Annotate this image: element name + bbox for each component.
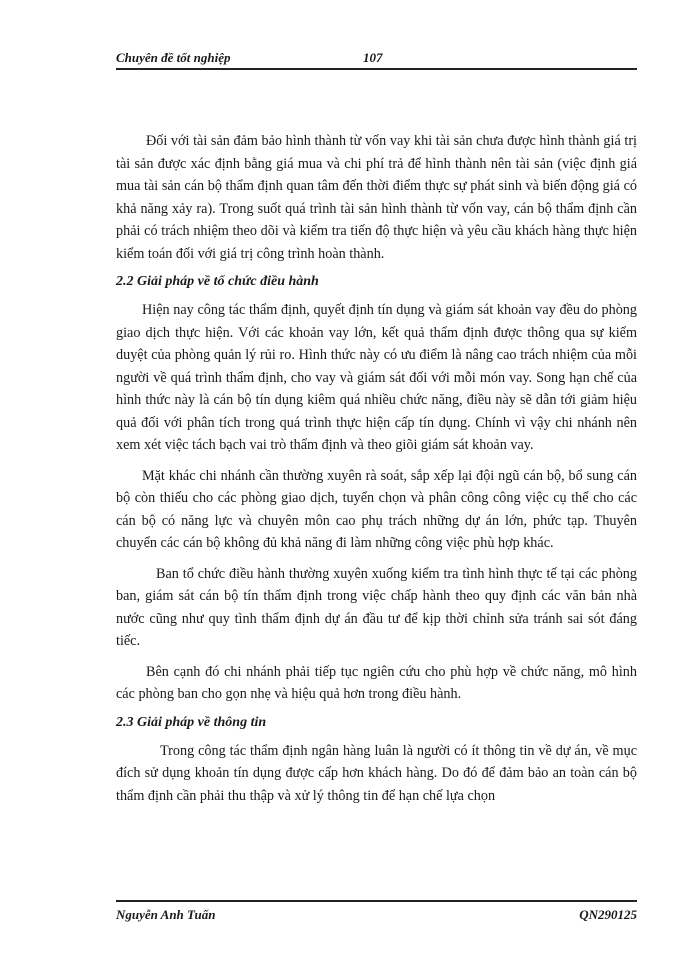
paragraph-staff-arrangement: Mặt khác chi nhánh cần thường xuyên rà soát, sắp xếp lại đội ngũ cán bộ, bổ sung cán bộ còn thiếu cho các phòng giao dịch, tuyển chọn và phân công công việc cụ thể cho các cán bộ có năng lực và chuyên môn cao phụ trách những dự án lớn, phức tạp. Thuyên chuyển các cán bộ không đủ khả năng đi làm những công việc phù hợp khác. [116, 467, 637, 551]
paragraph-research: Bên cạnh đó chi nhánh phải tiếp tục ngiên cứu cho phù hợp về chức năng, mô hình các phòng ban cho gọn nhẹ và hiệu quả hơn trong điều hành. [116, 663, 637, 702]
author-name: Nguyễn Anh Tuấn [116, 907, 216, 922]
student-code: QN290125 [579, 907, 637, 922]
document-title: Chuyên đề tốt nghiệp [116, 50, 231, 65]
page-footer [116, 900, 637, 926]
paragraph-information: Trong công tác thẩm định ngân hàng luân là người có ít thông tin về dự án, về mục đích sử dụng khoản tín dụng được cấp hơn khách hàng. Do đó để đảm bảo an toàn cán bộ thẩm định cần phải thu thập và xử lý thông tin để hạn chế lựa chọn [116, 742, 637, 804]
paragraph-appraisal-process: Hiện nay công tác thẩm định, quyết định tín dụng và giám sát khoản vay đều do phòng giao dịch thực hiện. Với các khoản vay lớn, kết quả thẩm định được thông qua sự kiểm duyệt của phòng quản lý rủi ro. Hình thức này có ưu điểm là nâng cao trách nhiệm của mỗi người về quá trình thẩm định, cho vay và giám sát đối với mỗi món vay. Song hạn chế của hình thức này là cán bộ tín dụng kiêm quá nhiều chức năng, điều này sẽ dẫn tới giảm hiệu quả đối với phân tích trong quá trình thực hiện cấp tín dụng. Chính vì vậy chi nhánh nên xem xét việc tách bạch vai trò thẩm định và theo giõi giám sát khoản vay. [116, 302, 637, 453]
page-content [116, 130, 637, 807]
paragraph-collateral: Đối với tài sản đảm bảo hình thành từ vốn vay khi tài sản chưa được hình thành giá trị tài sản được xác định bằng giá mua và chi phí trả để hình thành nên tài sản (việc định giá mua tài sản cán bộ thẩm định quan tâm đến thời điểm thực sự phát sinh và biến động giá có khả năng xảy ra). Trong suốt quá trình tài sản hình thành từ vốn vay, cán bộ thẩm định cần phải có trách nhiệm theo dõi và kiểm tra tiến độ thực hiện và yêu cầu khách hàng thực hiện kiểm toán đối với giá trị công trình hoàn thành. [116, 133, 637, 262]
page-header [116, 50, 637, 70]
paragraph-inspection: Ban tổ chức điều hành thường xuyên xuống kiểm tra tình hình thực tế tại các phòng ban, giám sát cán bộ tín thẩm định trong việc chấp hành theo quy định các văn bản nhà nước cũng như quy tình thẩm định dự án đầu tư để kịp thời chỉnh sửa tránh sai sót đáng tiếc. [116, 565, 637, 649]
section-heading-2-2: 2.2 Giải pháp về tổ chức điều hành [116, 274, 319, 289]
page-number: 107 [363, 50, 383, 65]
section-heading-2-3: 2.3 Giải pháp về thông tin [116, 714, 267, 730]
